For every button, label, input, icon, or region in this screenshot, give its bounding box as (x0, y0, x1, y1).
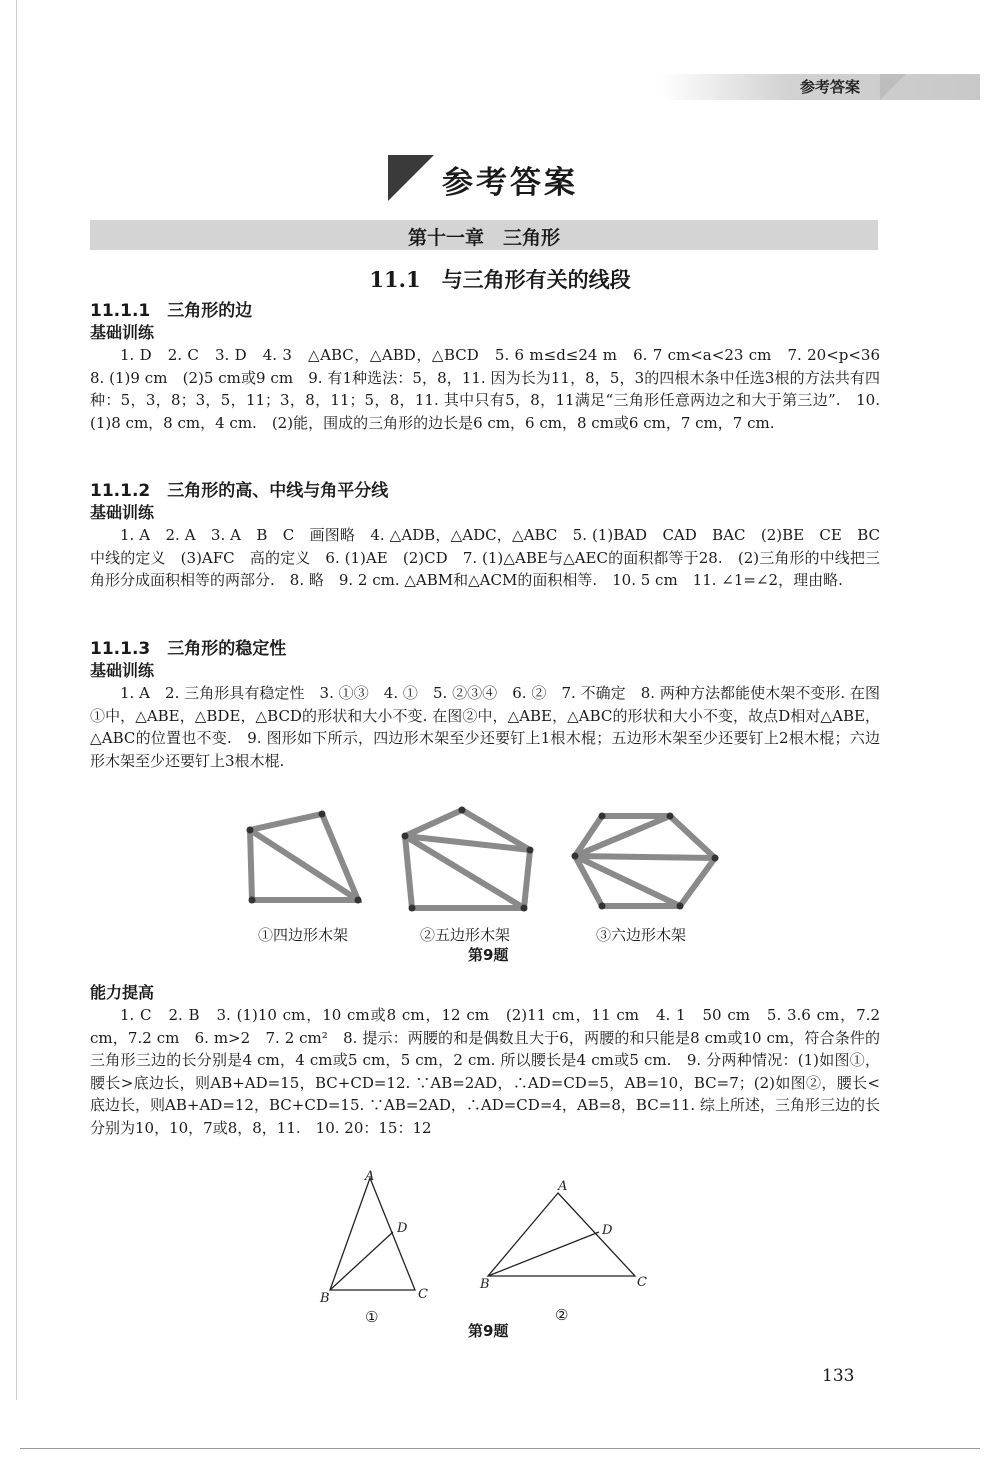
subsection-title: 11.1.3 三角形的稳定性 (90, 639, 287, 659)
subsection-heading: 基础训练 (90, 323, 155, 342)
answer-text: 1. D 2. C 3. D 4. 3 △ABC，△ABD，△BCD 5. 6 m≤d≤24 m 6. 7 cm<a<23 cm 7. 20<p<36 8. (1)9 cm (2)5 cm或9 cm 9. 有1种选法：5，8，11. 因为长为11，8，5，3的四根木条中任选3根的方法共有四种：5，3，8；3，5，11；3，8，11；5，8，11. 其中只有5，8，11满足“三角形任意两边之和大于第三边”. 10. (1)8 cm，8 cm，4 cm. (2)能，围成的三角形的边长是6 cm，6 cm，8 cm或6 cm，7 cm，7 cm. (90, 346, 896, 432)
header-label: 参考答案 (800, 78, 861, 96)
page-title: 参考答案 (442, 165, 578, 201)
triangle-2 (488, 1193, 635, 1276)
pentagon-nails (402, 807, 534, 912)
point-label-c: C (418, 1287, 428, 1302)
figure-caption-1: ① (365, 1308, 379, 1326)
answer-text: 1. A 2. 三角形具有稳定性 3. ①③ 4. ① 5. ②③④ 6. ② 7. 不确定 8. 两种方法都能使木架不变形. 在图①中，△ABE，△BDE，△BCD的形状和大小不变. 在图②中，△ABE，△ABC的形状和大小不变，故点D相对△ABE，△ABC的位置也不变. 9. 图形如下所示，四边形木架至少还要钉上1根木棍；五边形木架至少还要钉上2根木棍；六边形木架至少还要钉上3根木棍. (90, 684, 880, 770)
point-label-b: B (320, 1291, 330, 1306)
point-label-d: D (602, 1223, 613, 1238)
header-tab (880, 74, 906, 100)
subsection-title: 11.1.2 三角形的高、中线与角平分线 (90, 481, 389, 501)
part-ability (90, 982, 880, 1139)
subsection-heading: 能力提高 (90, 983, 155, 1002)
figure-caption-2: ② (555, 1306, 569, 1324)
chapter-bar (90, 220, 878, 250)
figure-caption-hexagon: ③六边形木架 (596, 926, 687, 944)
point-label-b: B (480, 1277, 490, 1292)
answer-text: 1. A 2. A 3. A B C 画图略 4. △ADB，△ADC，△ABC 5. (1)BAD CAD BAC (2)BE CE BC 中线的定义 (3)AFC 高的定义 6. (1)AE (2)CD 7. (1)△ABE与△AEC的面积都等于28. (2)三角形的中线把三角形分成面积相等的两部分. 8. 略 9. 2 cm. △ABM和△ACM的面积相等. 10. 5 cm 11. ∠1=∠2，理由略. (90, 526, 896, 589)
page-edge-line (16, 0, 17, 1400)
subsection-heading: 基础训练 (90, 661, 155, 680)
figure-caption-pentagon: ②五边形木架 (420, 926, 511, 944)
point-label-a: A (365, 1169, 375, 1184)
point-label-d: D (397, 1221, 408, 1236)
hexagon-frame (575, 816, 715, 906)
quadrilateral-frame (250, 814, 358, 900)
figure-label: 第9题 (468, 946, 509, 964)
part-11-1-1 (90, 300, 896, 434)
bottom-rule (20, 1448, 980, 1449)
subsection-heading: 基础训练 (90, 503, 155, 522)
subsection-title: 11.1.1 三角形的边 (90, 301, 253, 321)
pentagon-frame (405, 810, 530, 908)
triangles-figure (310, 1168, 660, 1308)
part-11-1-2 (90, 480, 896, 592)
page-number: 133 (822, 1366, 855, 1386)
figure-caption-quadrilateral: ①四边形木架 (258, 926, 349, 944)
section-title: 11.1 与三角形有关的线段 (369, 267, 631, 292)
wood-frames-figure (240, 800, 730, 920)
figure-label: 第9题 (468, 1322, 509, 1340)
part-11-1-3 (90, 638, 880, 772)
title-triangle-icon (388, 155, 434, 201)
point-label-c: C (637, 1275, 647, 1290)
point-label-a: A (558, 1179, 568, 1194)
chapter-title: 第十一章 三角形 (407, 227, 560, 249)
answer-text: 1. C 2. B 3. (1)10 cm，10 cm或8 cm，12 cm (2)11 cm，11 cm 4. 1 50 cm 5. 3.6 cm，7.2 cm，7.2 cm 6. m>2 7. 2 cm² 8. 提示：两腰的和是偶数且大于6，两腰的和只能是8 cm或10 cm，符合条件的三角形三边的长分别是4 cm，4 cm或5 cm，5 cm，2 cm. 所以腰长是4 cm或5 cm. 9. 分两种情况：(1)如图①，腰长>底边长，则AB+AD=15，BC+CD=12. ∵AB=2AD，∴AD=CD=5，AB=10，BC=7；(2)如图②，腰长<底边长，则AB+AD=12，BC+CD=15. ∵AB=2AD，∴AD=CD=4，AB=8，BC=11. 综上所述，三角形三边的长分别为10，10，7或8，8，11. 10. 20：15：12 (90, 1006, 880, 1137)
